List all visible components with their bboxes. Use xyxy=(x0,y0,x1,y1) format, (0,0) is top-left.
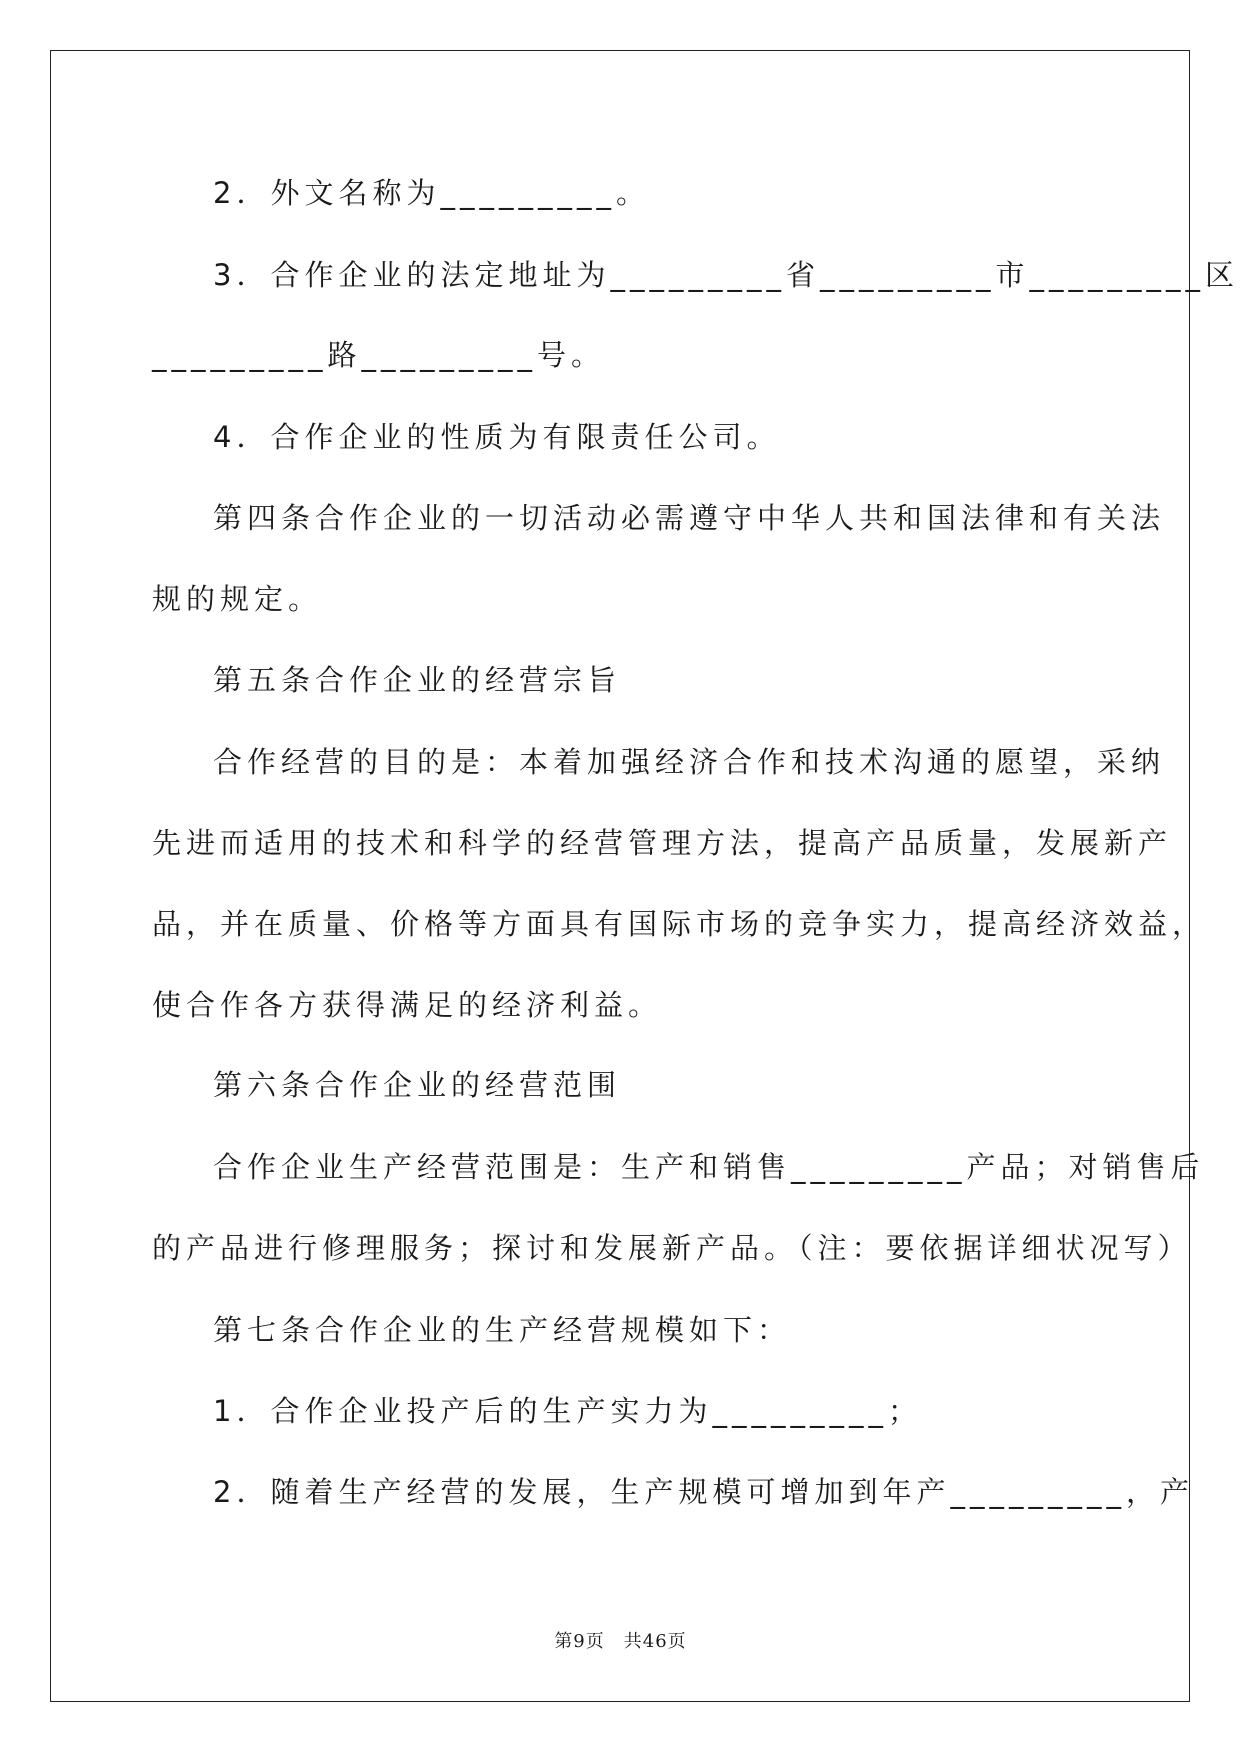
text-line: 品，并在质量、价格等方面具有国际市场的竞争实力，提高经济效益， xyxy=(152,907,1207,941)
text-line: 4．合作企业的性质为有限责任公司。 xyxy=(213,420,781,454)
page-number: 第9页 共46页 xyxy=(554,1631,687,1652)
text-line: 1．合作企业投产后的生产实力为_________； xyxy=(213,1394,922,1428)
text-line: _________路_________号。 xyxy=(152,338,606,372)
text-line: 合作企业生产经营范围是：生产和销售_________产品；对销售后 xyxy=(213,1150,1205,1184)
text-line: 合作经营的目的是：本着加强经济合作和技术沟通的愿望，采纳 xyxy=(213,745,1166,779)
text-line: 的产品进行修理服务；探讨和发展新产品。（注：要依据详细状况写） xyxy=(152,1231,1192,1265)
text-line: 使合作各方获得满足的经济利益。 xyxy=(152,988,663,1022)
text-line: 2．随着生产经营的发展，生产规模可增加到年产_________，产 xyxy=(213,1475,1194,1509)
text-line: 第四条合作企业的一切活动必需遵守中华人共和国法律和有关法 xyxy=(213,501,1166,535)
section-heading: 第五条合作企业的经营宗旨 xyxy=(213,663,622,697)
text-line: 2．外文名称为_________。 xyxy=(213,176,650,210)
page-border xyxy=(50,50,1190,1702)
text-line: 规的规定。 xyxy=(152,582,323,616)
text-line: 先进而适用的技术和科学的经营管理方法，提高产品质量，发展新产 xyxy=(152,826,1173,860)
text-line: 3．合作企业的法定地址为_________省_________市_________区 xyxy=(213,258,1239,292)
section-heading: 第七条合作企业的生产经营规模如下： xyxy=(213,1313,792,1347)
section-heading: 第六条合作企业的经营范围 xyxy=(213,1068,622,1102)
